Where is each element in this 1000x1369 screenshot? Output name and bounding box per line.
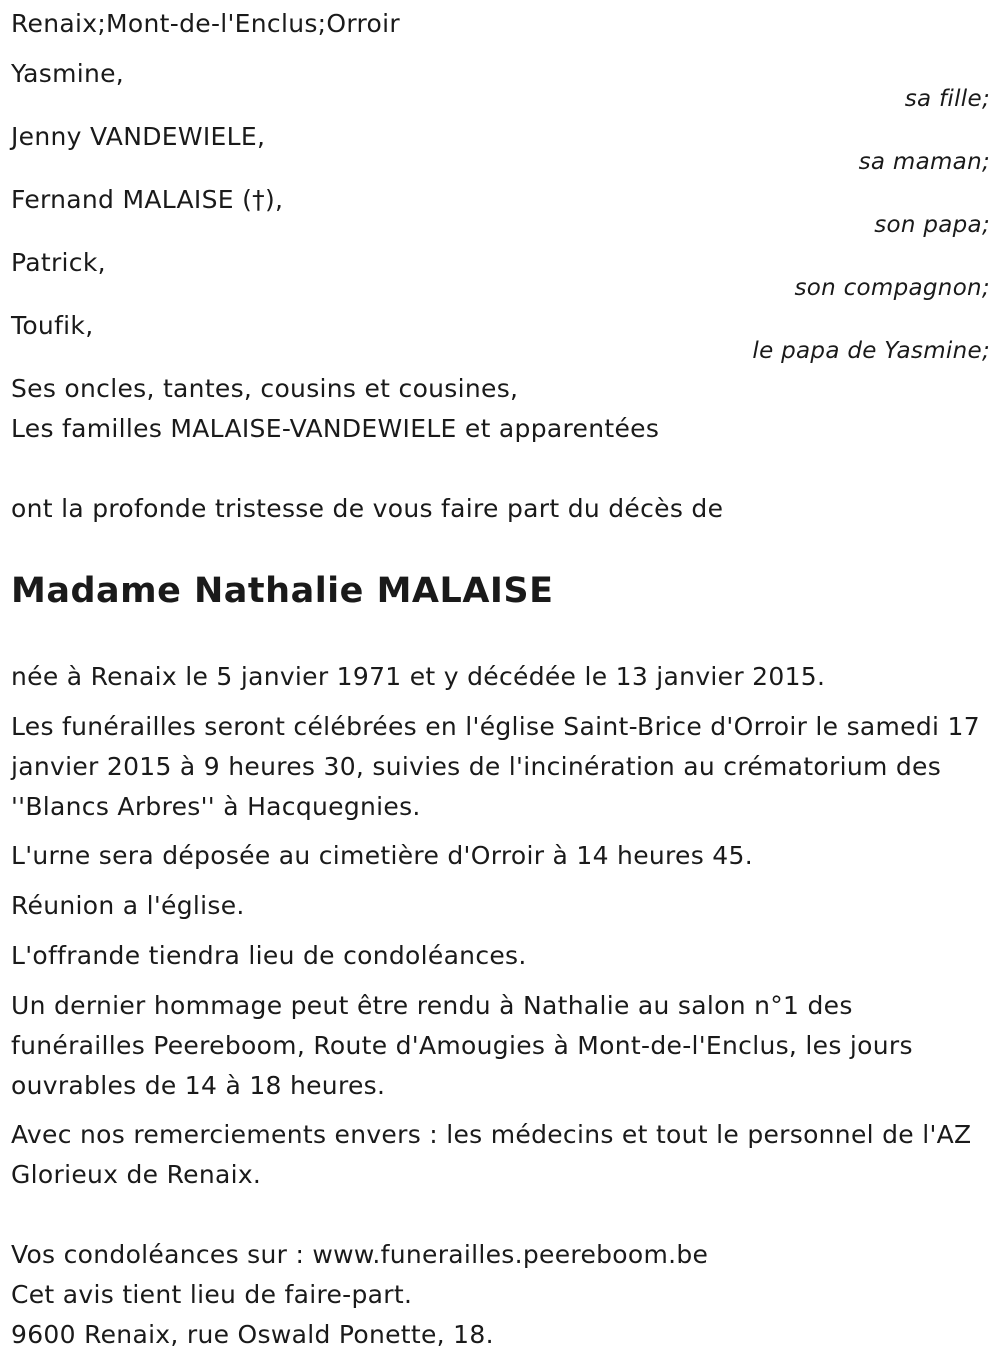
family-member-role: son papa; <box>874 212 990 238</box>
homage-text: Un dernier hommage peut être rendu à Nathalie au salon n°1 des funérailles Peereboom, Route d'Amougies à Mont-de-l'Enclus, les jours ouvrables de 14 à 18 heures. <box>11 991 913 1100</box>
urn-text: L'urne sera déposée au cimetière d'Orroir à 14 heures 45. <box>11 841 753 870</box>
birth-death-text: née à Renaix le 5 janvier 1971 et y décédée le 13 janvier 2015. <box>11 662 826 691</box>
thanks-text: Avec nos remerciements envers : les médecins et tout le personnel de l'AZ Glorieux de Renaix. <box>11 1120 972 1189</box>
announcement-text: ont la profonde tristesse de vous faire part du décès de <box>11 494 724 523</box>
address-text: 9600 Renaix, rue Oswald Ponette, 18. <box>11 1320 494 1349</box>
family-member-name: Toufik, <box>11 311 94 340</box>
header-locations: Renaix;Mont-de-l'Enclus;Orroir <box>11 9 400 38</box>
family-member-role: son compagnon; <box>794 275 990 301</box>
family-member-role: le papa de Yasmine; <box>752 338 990 364</box>
family-member-name: Fernand MALAISE (†), <box>11 185 284 214</box>
meeting-text: Réunion a l'église. <box>11 891 245 920</box>
family-member-name: Yasmine, <box>11 59 125 88</box>
family-member-role: sa fille; <box>904 86 990 112</box>
relatives-families-line: Les familles MALAISE-VANDEWIELE et apparentées <box>11 414 660 443</box>
family-member-name: Jenny VANDEWIELE, <box>11 122 266 151</box>
offering-text: L'offrande tiendra lieu de condoléances. <box>11 941 527 970</box>
family-member-name: Patrick, <box>11 248 106 277</box>
condolences-link-text: Vos condoléances sur : www.funerailles.peereboom.be <box>11 1240 709 1269</box>
funeral-text: Les funérailles seront célébrées en l'église Saint-Brice d'Orroir le samedi 17 janvier 2015 à 9 heures 30, suivies de l'incinération au crématorium des ''Blancs Arbres'' à Hacquegnies. <box>11 712 980 821</box>
family-member-role: sa maman; <box>858 149 990 175</box>
relatives-line: Ses oncles, tantes, cousins et cousines, <box>11 374 519 403</box>
deceased-name: Madame Nathalie MALAISE <box>11 571 554 611</box>
notice-text: Cet avis tient lieu de faire-part. <box>11 1280 413 1309</box>
